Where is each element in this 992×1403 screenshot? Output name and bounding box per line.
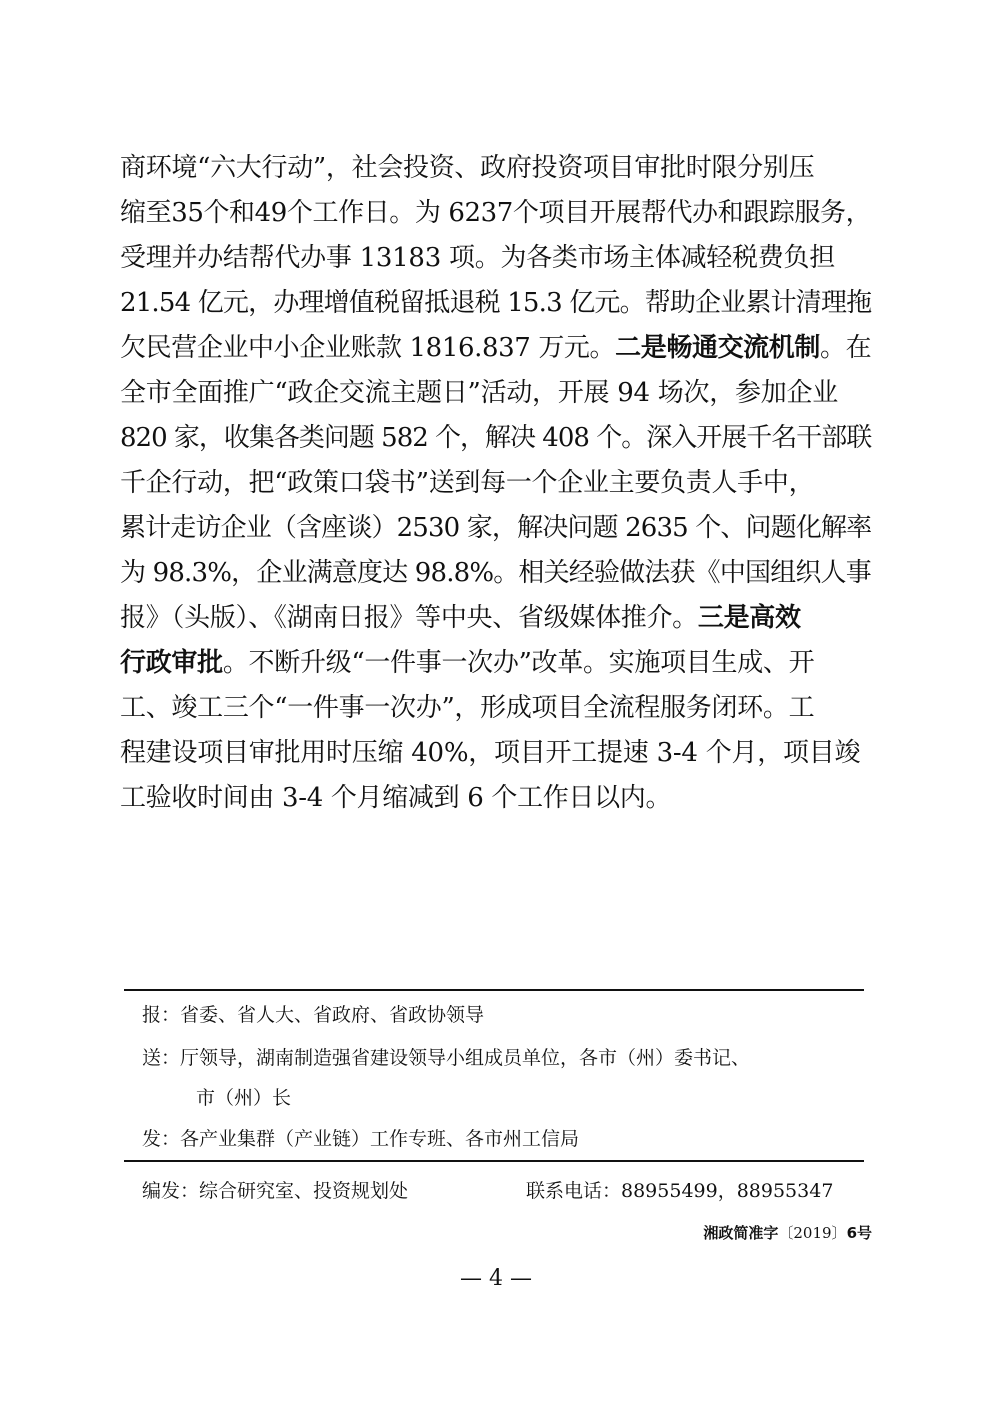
paragraph-text: 报》（头版）、《湖南日报》等中央、省级媒体推介。 xyxy=(120,603,698,633)
paragraph-line xyxy=(120,416,880,461)
paragraph-text: 。不断升级“一件事一次办”改革。实施项目生成、开 xyxy=(222,648,815,678)
paragraph-line xyxy=(120,236,880,281)
paragraph-text: 程建设项目审批用时压缩 40%，项目开工提速 3-4 个月，项目竣 xyxy=(120,738,861,768)
paragraph-text: 受理并办结帮代办事 13183 项。为各类市场主体减轻税费负担 xyxy=(120,243,835,273)
paragraph-text: 为 98.3%，企业满意度达 98.8%。相关经验做法获《中国组织人事 xyxy=(120,558,871,588)
paragraph-text: 商环境“六大行动”，社会投资、政府投资项目审批时限分别压 xyxy=(120,153,815,183)
compiled-by: 编发：综合研究室、投资规划处 xyxy=(142,1180,409,1202)
bold-heading-text: 二是畅通交流机制 xyxy=(615,333,820,363)
paragraph-line xyxy=(120,371,880,416)
paragraph-line xyxy=(120,641,880,686)
paragraph-text: 820 家，收集各类问题 582 个，解决 408 个。深入开展千名干部联 xyxy=(120,423,872,453)
paragraph-text: 工验收时间由 3-4 个月缩减到 6 个工作日以内。 xyxy=(120,783,672,813)
bottom-divider xyxy=(124,1160,864,1162)
document-number-year: 〔2019〕 xyxy=(778,1224,847,1242)
document-number-prefix: 湘政简准字 xyxy=(703,1224,779,1242)
paragraph-text: 累计走访企业（含座谈）2530 家，解决问题 2635 个、问题化解率 xyxy=(120,513,872,543)
contact-phone: 联系电话：88955499，88955347 xyxy=(526,1180,834,1202)
top-divider xyxy=(124,989,864,991)
paragraph-text: 。在 xyxy=(820,333,872,363)
paragraph-text: 缩至35个和49个工作日。为 6237个项目开展帮代办和跟踪服务， xyxy=(120,198,872,228)
paragraph-text: 工、竣工三个“一件事一次办”，形成项目全流程服务闭环。工 xyxy=(120,693,815,723)
bold-heading-text: 行政审批 xyxy=(120,648,223,678)
paragraph-line xyxy=(120,326,880,371)
paragraph-text: 全市全面推广“政企交流主题日”活动，开展 94 场次，参加企业 xyxy=(120,378,838,408)
paragraph-line xyxy=(120,596,880,641)
paragraph-line xyxy=(120,191,880,236)
paragraph-text: 欠民营企业中小企业账款 1816.837 万元。 xyxy=(120,333,616,363)
report-to-line: 报：省委、省人大、省政府、省政协领导 xyxy=(142,1004,485,1026)
paragraph-line xyxy=(120,281,880,326)
bold-heading-text: 三是高效 xyxy=(697,603,801,633)
paragraph-line xyxy=(120,776,880,821)
paragraph-text: 千企行动，把“政策口袋书”送到每一个企业主要负责人手中， xyxy=(120,468,815,498)
send-to-line-continued: 市（州）长 xyxy=(196,1087,292,1109)
body-paragraph xyxy=(120,146,880,821)
paragraph-line xyxy=(120,506,880,551)
paragraph-line xyxy=(120,146,880,191)
paragraph-line xyxy=(120,686,880,731)
paragraph-text: 21.54 亿元，办理增值税留抵退税 15.3 亿元。帮助企业累计清理拖 xyxy=(120,288,872,318)
document-number-suffix: 6号 xyxy=(846,1224,872,1242)
paragraph-line xyxy=(120,731,880,776)
send-to-line: 送：厅领导，湖南制造强省建设领导小组成员单位，各市（州）委书记、 xyxy=(142,1047,751,1069)
page-number: — 4 — xyxy=(460,1266,532,1291)
paragraph-line xyxy=(120,551,880,596)
document-number xyxy=(703,1222,872,1243)
paragraph-line xyxy=(120,461,880,506)
issue-to-line: 发：各产业集群（产业链）工作专班、各市州工信局 xyxy=(142,1128,580,1150)
